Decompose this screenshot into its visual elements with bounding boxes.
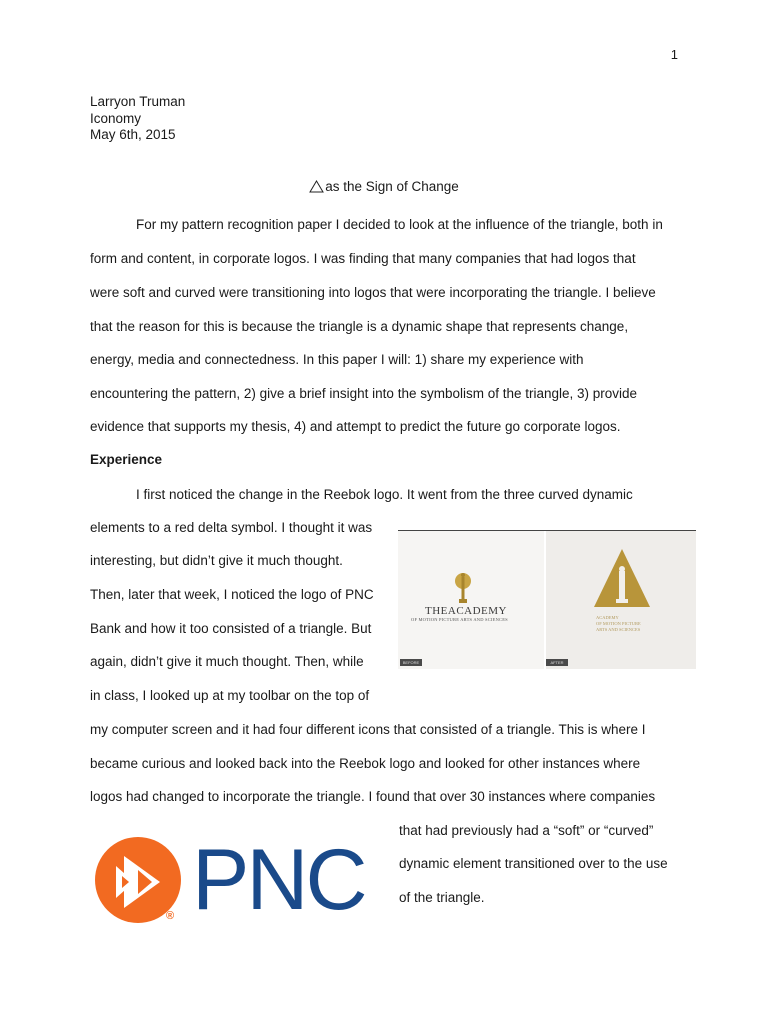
academy-before-panel — [398, 531, 544, 669]
paragraph-line: my computer screen and it had four different icons that consisted of a triangle. This is where I — [90, 722, 646, 737]
header-block — [90, 94, 185, 144]
after-tag: AFTER — [546, 659, 568, 666]
academy-logo-figure — [398, 530, 696, 669]
paragraph-line: For my pattern recognition paper I decided to look at the influence of the triangle, both in — [136, 217, 663, 232]
paragraph-line: Then, later that week, I noticed the logo of PNC — [90, 587, 374, 602]
paragraph-line: I first noticed the change in the Reebok logo. It went from the three curved dynamic — [136, 487, 633, 502]
paragraph-line: in class, I looked up at my toolbar on the top of — [90, 688, 370, 703]
page-title — [0, 178, 768, 196]
paragraph-line: encountering the pattern, 2) give a brief insight into the symbolism of the triangle, 3) provide — [90, 386, 638, 401]
paper-date: May 6th, 2015 — [90, 127, 176, 142]
academy-after-panel — [546, 531, 696, 669]
academy-text-after: ACADEMY OF MOTION PICTURE ARTS AND SCIENCES — [596, 615, 641, 632]
pnc-registered-mark: ® — [166, 910, 175, 922]
paragraph-line: again, didn’t give it much thought. Then, while — [90, 654, 364, 669]
paragraph-line: evidence that supports my thesis, 4) and attempt to predict the future go corporate logos. — [90, 419, 621, 434]
paragraph-line: of the triangle. — [399, 890, 485, 905]
oscar-statuette-icon — [454, 569, 472, 605]
paragraph-line: interesting, but didn’t give it much thought. — [90, 553, 343, 568]
paragraph-line: Bank and how it too consisted of a triangle. But — [90, 621, 372, 636]
academy-triangle-logo-icon — [594, 549, 650, 609]
author-name: Larryon Truman — [90, 94, 186, 109]
pnc-logo — [94, 832, 384, 928]
section-heading-experience: Experience — [90, 452, 163, 467]
academy-wordmark-before: THEACADEMY — [425, 605, 507, 617]
triangle-icon — [309, 180, 324, 193]
page-number: 1 — [670, 47, 678, 62]
paragraph-line: that had previously had a “soft” or “curved” — [399, 823, 654, 838]
title-text: as the Sign of Change — [325, 179, 459, 194]
before-tag: BEFORE — [400, 659, 422, 666]
pnc-wordmark: PNC — [192, 832, 365, 928]
paragraph-line: form and content, in corporate logos. I was finding that many companies that had logos that — [90, 251, 636, 266]
paragraph-line: energy, media and connectedness. In this paper I will: 1) share my experience with — [90, 352, 584, 367]
paragraph-line: that the reason for this is because the triangle is a dynamic shape that represents change, — [90, 319, 629, 334]
paragraph-line: dynamic element transitioned over to the use — [399, 856, 668, 871]
paragraph-line: elements to a red delta symbol. I thought it was — [90, 520, 373, 535]
paragraph-line: were soft and curved were transitioning into logos that were incorporating the triangle. I believe — [90, 285, 656, 300]
paragraph-line: became curious and looked back into the Reebok logo and looked for other instances where — [90, 756, 641, 771]
academy-subtitle-before: OF MOTION PICTURE ARTS AND SCIENCES — [411, 617, 508, 622]
course-name: Iconomy — [90, 110, 142, 126]
paragraph-line: logos had changed to incorporate the triangle. I found that over 30 instances where companies — [90, 789, 656, 804]
